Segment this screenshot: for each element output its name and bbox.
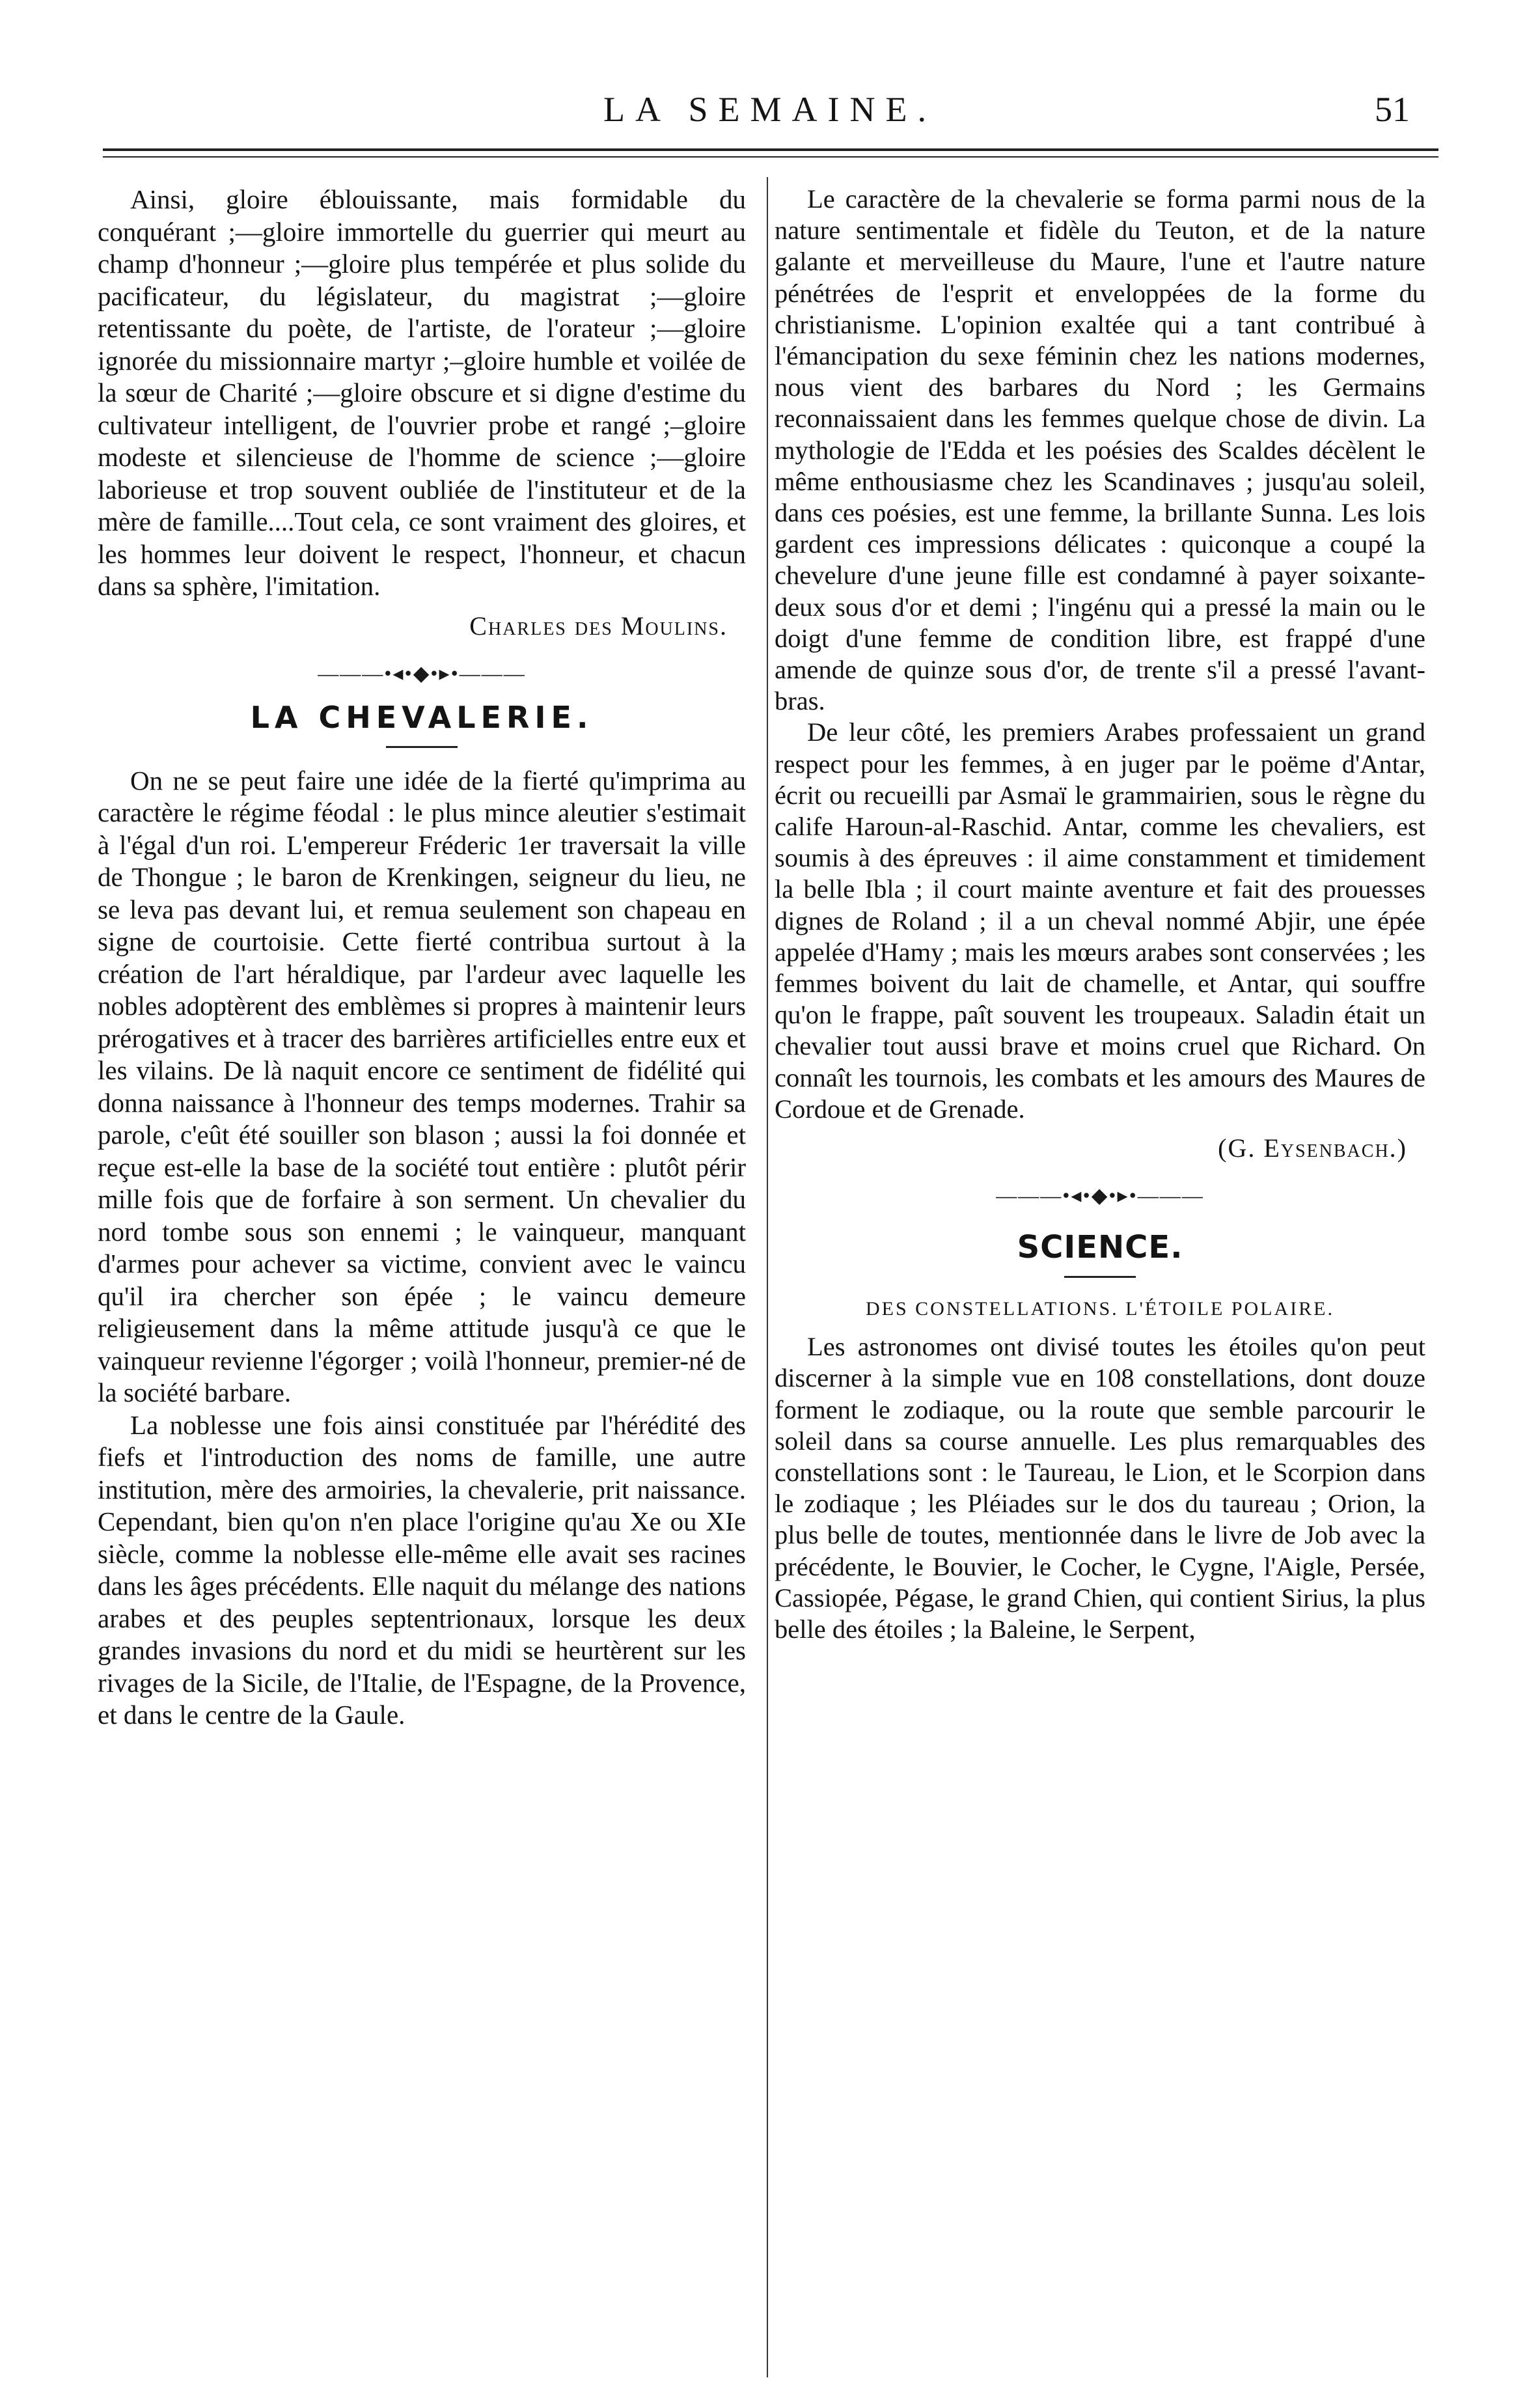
paragraph-fierte: On ne se peut faire une idée de la fierté qu'imprima au caractère le régime féodal : le plus mince aleutier s'estimait à l'égal d'un roi. L'empereur Fréderic 1er traversait la ville de Thongue ; le baron de Krenkingen, seigneur du lieu, ne se leva pas devant lui, et remua seulement son chapeau en signe de courtoisie. Cette fierté contribua surtout à la création de l'art héraldique, par l'ardeur avec laquelle les nobles adoptèrent des emblèmes si propres à maintenir leurs prérogatives et à tracer des barrières artificielles entre eux et les vilains. De là naquit encore ce sentiment de fidélité qui donna naissance à l'honneur des temps modernes. Trahir sa parole, c'eût été souiller son blason ; aussi la foi donnée et reçue est-elle la base de la société tout entière : plutôt périr mille fois que de forfaire à son serment. Un chevalier du nord tombe sous son ennemi ; le vainqueur, manquant d'armes pour achever sa victime, convient avec le vaincu qu'il ira chercher son épée ; le vaincu demeure religieusement dans la même attitude jusqu'à ce que le vainqueur revienne l'égorger ; voilà l'honneur, premier-né de la société barbare. <box>98 765 746 1407</box>
short-rule <box>1064 1276 1136 1278</box>
header-rule-thick <box>103 148 1438 151</box>
ornament-divider: ———•◂•◆•▸•——— <box>996 1183 1204 1208</box>
subtitle-constellations: DES CONSTELLATIONS. L'ÉTOILE POLAIRE. <box>866 1298 1334 1320</box>
column-divider <box>767 177 768 2377</box>
short-rule <box>386 746 458 748</box>
paragraph-noblesse: La noblesse une fois ainsi constituée par l'hérédité des fiefs et l'introduction des noms de famille, une autre institution, mère des armoiries, la chevalerie, prit naissance. Cependant, bien qu'on n'en place l'origine qu'au Xe ou XIe siècle, comme la noblesse elle-même elle avait ses racines dans les âges précédents. Elle naquit du mélange des nations arabes et des peuples septentrionaux, lorsque les deux grandes invasions du nord et du midi se heurtèrent sur les rivages de la Sicile, de l'Italie, de l'Espagne, de la Provence, et dans le centre de la Gaule. <box>98 1409 746 1730</box>
paragraph-astronomes: Les astronomes ont divisé toutes les étoiles qu'on peut discerner à la simple vue en 108 constellations, dont douze forment le zodiaque, ou la route que semble parcourir le soleil dans sa course annuelle. Les plus remarquables des constellations sont : le Taureau, le Lion, et le Scorpion dans le zodiaque ; les Pléiades sur le dos du taureau ; Orion, la plus belle de toutes, mentionnée dans le livre de Job avec la précédente, le Bouvier, le Cocher, le Cygne, l'Aigle, Persée, Cassiopée, Pégase, le grand Chien, qui contient Sirius, la plus belle des étoiles ; la Baleine, le Serpent, <box>775 1332 1425 1644</box>
signature-eysenbach: (G. Eysenbach.) <box>1218 1133 1407 1163</box>
section-title-science: SCIENCE. <box>1017 1229 1183 1266</box>
ornament-divider: ———•◂•◆•▸•——— <box>318 661 526 685</box>
running-title: LA SEMAINE. <box>603 90 937 129</box>
header-rule-thin <box>103 156 1438 158</box>
signature-des-moulins: Charles des Moulins. <box>469 611 728 641</box>
page-number: 51 <box>1375 90 1410 129</box>
paragraph-caractere: Le caractère de la chevalerie se forma parmi nous de la nature sentimentale et fidèle du Teuton, et de la nature galante et merveilleuse du Maure, l'une et l'autre nature pénétrées de l'esprit et enveloppées de la forme du christianisme. L'opinion exaltée qui a tant contribué à l'émancipation du sexe féminin chez les nations modernes, nous vient des barbares du Nord ; les Germains reconnaissaient dans les femmes quelque chose de divin. La mythologie de l'Edda et les poésies des Scaldes décèlent le même enthousiasme chez les Scandinaves ; jusqu'au soleil, dans ces poésies, est une femme, la brillante Sunna. Les lois gardent ces impressions délicates : quiconque a coupé la chevelure d'une jeune fille est condamné à payer soixante-deux sous d'or et demi ; l'ingénu qui a pressé la main ou le doigt d'une femme de condition libre, est frappé d'une amende de quinze sous d'or, de trente s'il a pressé l'avant-bras. <box>775 184 1425 716</box>
paragraph-gloire: Ainsi, gloire éblouissante, mais formidable du conquérant ;—gloire immortelle du guerrier qui meurt au champ d'honneur ;—gloire plus tempérée et plus solide du pacificateur, du législateur, du magistrat ;—gloire retentissante du poète, de l'artiste, de l'orateur ;—gloire ignorée du missionnaire martyr ;–gloire humble et voilée de la sœur de Charité ;—gloire obscure et si digne d'estime du cultivateur intelligent, de l'ouvrier probe et rangé ;–gloire modeste et silencieuse de l'homme de science ;—gloire laborieuse et trop souvent oubliée de l'instituteur et de la mère de famille....Tout cela, ce sont vraiment des gloires, et les hommes leur doivent le respect, l'honneur, et chacun dans sa sphère, l'imitation. <box>98 184 746 601</box>
right-column <box>775 184 1425 1645</box>
paragraph-arabes: De leur côté, les premiers Arabes professaient un grand respect pour les femmes, à en juger par le poëme d'Antar, écrit ou recueilli par Asmaï le grammairien, sous le règne du calife Haroun-al-Raschid. Antar, comme les chevaliers, est soumis à des épreuves : il aime constamment et timidement la belle Ibla ; il court mainte aventure et fait des prouesses dignes de Roland ; il a un cheval nommé Abjir, une épée appelée d'Hamy ; mais les mœurs arabes sont conservées ; les femmes boivent du lait de chamelle, et Antar, qui souffre qu'on le frappe, paît souvent les troupeaux. Saladin était un chevalier tout aussi brave et moins cruel que Richard. On connaît les tournois, les combats et les amours des Maures de Cordoue et de Grenade. <box>775 717 1425 1124</box>
left-column <box>98 184 746 1732</box>
section-title-chevalerie: LA CHEVALERIE. <box>250 699 594 735</box>
